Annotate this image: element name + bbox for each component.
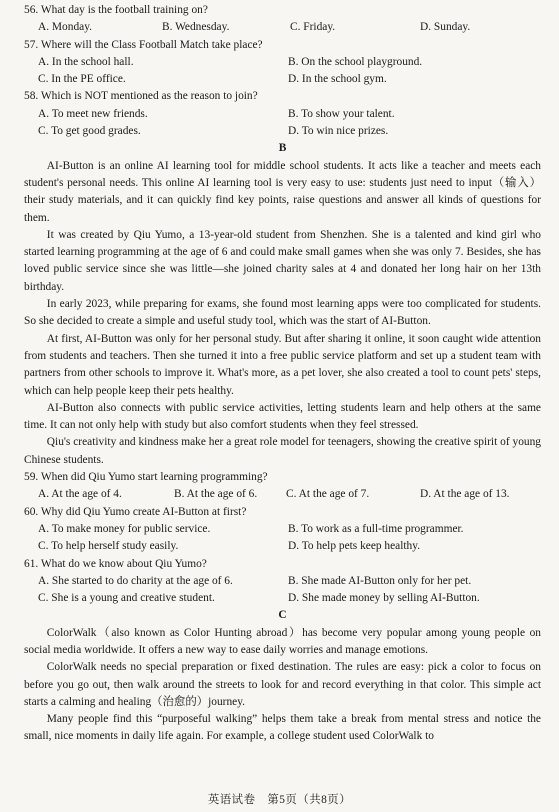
option-d: D. In the school gym. bbox=[288, 73, 387, 86]
section-c-heading: C bbox=[278, 609, 287, 622]
question-59-stem: 59. When did Qiu Yumo start learning programming? bbox=[24, 471, 268, 484]
question-57-stem: 57. Where will the Class Football Match take place? bbox=[24, 38, 263, 51]
option-b: B. On the school playground. bbox=[288, 55, 423, 68]
option-d: D. To help pets keep healthy. bbox=[288, 540, 421, 553]
option-a: A. To meet new friends. bbox=[38, 107, 148, 120]
passage-b-paragraph-5: AI-Button also connects with public service activities, letting students learn and help others at the same time. It can not only help with study but also comfort students when they feel stressed. bbox=[24, 401, 541, 432]
passage-c-paragraph-2: ColorWalk needs no special preparation or fixed destination. The rules are easy: pick a color to focus on before you go out, then walk around the streets to look for and record everything in that color. This simple act starts a calming and healing（治愈的）journey. bbox=[24, 661, 541, 708]
passage-c-paragraph-3: Many people find this “purposeful walking” helps them take a break from mental stress and notice the small, nice moments in daily life again. For example, a college student used ColorWalk to bbox=[24, 713, 541, 743]
option-c: C. At the age of 7. bbox=[286, 488, 370, 501]
passage-b-paragraph-6: Qiu's creativity and kindness make her a great role model for teenagers, showing the creative spirit of young Chinese students. bbox=[24, 436, 541, 466]
option-b: B. She made AI-Button only for her pet. bbox=[288, 574, 472, 587]
exam-page bbox=[24, 2, 541, 746]
option-d: D. At the age of 13. bbox=[420, 488, 510, 501]
option-c: C. To get good grades. bbox=[38, 125, 141, 138]
question-61-options-ab bbox=[24, 573, 541, 590]
option-b: B. Wednesday. bbox=[162, 21, 230, 34]
question-57-options-ab bbox=[24, 54, 541, 71]
question-56-stem: 56. What day is the football training on? bbox=[24, 4, 208, 16]
question-60-options-ab bbox=[24, 521, 541, 538]
option-b: B. At the age of 6. bbox=[174, 488, 258, 501]
question-58-options-ab bbox=[24, 106, 541, 123]
option-b: B. To work as a full-time programmer. bbox=[288, 522, 464, 535]
question-61-options-cd bbox=[24, 590, 541, 607]
question-60-options-cd bbox=[24, 538, 541, 555]
question-58-stem: 58. Which is NOT mentioned as the reason to join? bbox=[24, 90, 258, 103]
passage-b-paragraph-3: In early 2023, while preparing for exams, she found most learning apps were too complicated for students. So she decided to create a simple and useful study tool, which was the start of AI-Button. bbox=[24, 298, 541, 328]
option-a: A. At the age of 4. bbox=[38, 488, 122, 501]
option-a: A. She started to do charity at the age of 6. bbox=[38, 574, 233, 587]
question-61-stem: 61. What do we know about Qiu Yumo? bbox=[24, 557, 207, 570]
option-d: D. Sunday. bbox=[420, 21, 471, 34]
question-59-options bbox=[24, 486, 541, 503]
passage-b-paragraph-4: At first, AI-Button was only for her personal study. But after sharing it online, it soon caught wide attention from students and teachers. Then she turned it into a free public service platform and set up a student team with partners from other schools to improve it. What's more, as a pet lover, she also created a tool to count pets' steps, which can help people keep their pets healthy. bbox=[24, 332, 541, 397]
page-footer: 英语试卷 第5页（共8页） bbox=[207, 794, 352, 806]
option-a: A. To make money for public service. bbox=[38, 522, 211, 535]
option-c: C. She is a young and creative student. bbox=[38, 592, 215, 605]
passage-b-paragraph-1: AI-Button is an online AI learning tool for middle school students. It acts like a teacher and meets each student's personal needs. This online AI learning tool is very easy to use: students just need to input（输入）their study materials, and it can quickly find key points, raise questions and answer all kinds of questions for them. bbox=[24, 159, 541, 224]
option-b: B. To show your talent. bbox=[288, 107, 395, 120]
option-c: C. To help herself study easily. bbox=[38, 540, 179, 553]
option-d: D. She made money by selling AI-Button. bbox=[288, 592, 480, 605]
option-d: D. To win nice prizes. bbox=[288, 125, 389, 138]
option-a: A. In the school hall. bbox=[38, 55, 134, 68]
option-c: C. In the PE office. bbox=[38, 73, 126, 86]
question-56-options bbox=[24, 19, 541, 36]
question-58-options-cd bbox=[24, 123, 541, 140]
passage-b-paragraph-2: It was created by Qiu Yumo, a 13-year-old student from Shenzhen. She is a talented and kind girl who started learning programming at the age of 6 and could make small games when she was only 7. Besides, she has loved public service since she was little—she joined charity sales at 4 and donated her long hair on her 13th birthday. bbox=[24, 228, 541, 293]
question-57-options-cd bbox=[24, 71, 541, 88]
passage-c-paragraph-1: ColorWalk（also known as Color Hunting abroad）has become very popular among young people on social media worldwide. It offers a new way to ease daily worries and manage emotions. bbox=[24, 626, 541, 656]
option-c: C. Friday. bbox=[290, 21, 336, 34]
question-60-stem: 60. Why did Qiu Yumo create AI-Button at first? bbox=[24, 505, 247, 518]
option-a: A. Monday. bbox=[38, 21, 92, 34]
section-b-heading: B bbox=[278, 142, 287, 155]
